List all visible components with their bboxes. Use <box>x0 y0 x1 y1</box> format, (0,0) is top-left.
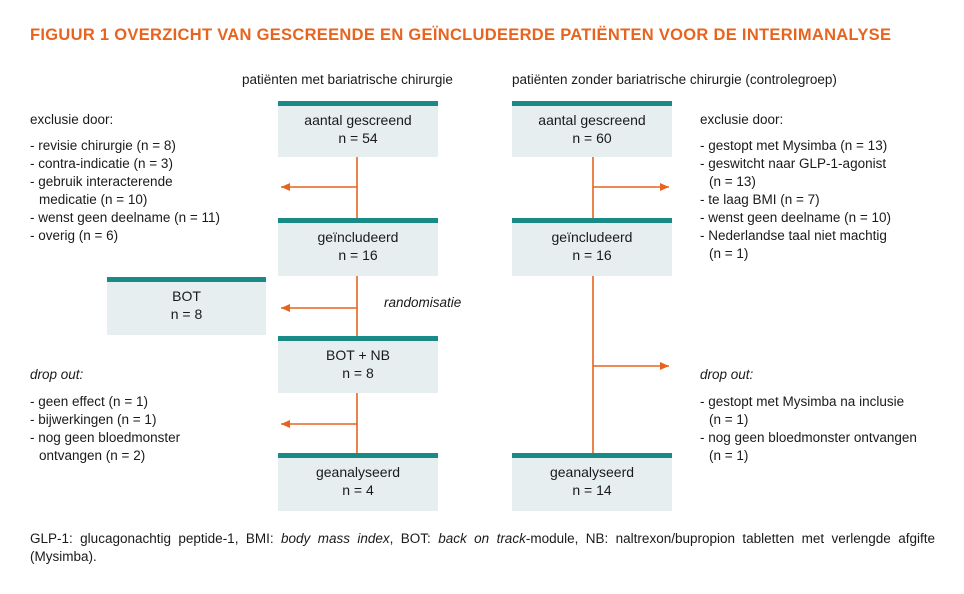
randomisation-label: randomisatie <box>384 295 462 310</box>
left-analysed-n: n = 4 <box>342 482 374 498</box>
right-exclusion-list <box>700 137 891 263</box>
left-included-n: n = 16 <box>338 247 378 263</box>
right-screened-label: aantal gescreend <box>538 112 646 128</box>
left-column-header: patiënten met bariatrische chirurgie <box>242 72 453 87</box>
list-item: - geen effect (n = 1) <box>30 393 180 411</box>
list-item: - Nederlandse taal niet machtig (n = 1) <box>700 227 891 263</box>
left-dropout-title: drop out: <box>30 367 84 382</box>
right-included-n: n = 16 <box>572 247 612 263</box>
left-dropout-list <box>30 393 180 465</box>
list-item: - gebruik interacterende medicatie (n = 10) <box>30 173 220 209</box>
right-analysed-n: n = 14 <box>572 482 612 498</box>
bot-nb-label: BOT + NB <box>326 347 390 363</box>
left-analysed-label: geanalyseerd <box>315 464 401 480</box>
figure-title: FIGUUR 1 OVERZICHT VAN GESCREENDE EN GEÏNCLUDEERDE PATIËNTEN VOOR DE INTERIMANALYSE <box>30 26 892 44</box>
right-included-label: geïncludeerd <box>551 229 633 245</box>
list-item: - nog geen bloedmonster ontvangen (n = 2) <box>30 429 180 465</box>
bot-nb-box <box>278 336 438 393</box>
left-analysed-box <box>278 453 438 511</box>
list-item: - wenst geen deelname (n = 10) <box>700 209 891 227</box>
left-screened-n: n = 54 <box>338 130 378 146</box>
left-screened-box <box>278 101 438 157</box>
list-item: - revisie chirurgie (n = 8) <box>30 137 220 155</box>
right-dropout-list <box>700 393 917 465</box>
right-screened-n: n = 60 <box>572 130 612 146</box>
list-item: - wenst geen deelname (n = 11) <box>30 209 220 227</box>
bot-nb-n: n = 8 <box>342 365 374 381</box>
list-item: - nog geen bloedmonster ontvangen (n = 1) <box>700 429 917 465</box>
right-exclusion-title: exclusie door: <box>700 112 784 127</box>
list-item: - contra-indicatie (n = 3) <box>30 155 220 173</box>
left-exclusion-list <box>30 137 220 245</box>
right-column-header: patiënten zonder bariatrische chirurgie (controlegroep) <box>512 72 837 87</box>
list-item: - bijwerkingen (n = 1) <box>30 411 180 429</box>
bot-n: n = 8 <box>170 306 203 322</box>
right-analysed-label: geanalyseerd <box>549 464 635 480</box>
bot-label: BOT <box>172 288 201 304</box>
list-item: - te laag BMI (n = 7) <box>700 191 891 209</box>
right-screened-box <box>512 101 672 157</box>
list-item: - geswitcht naar GLP-1-agonist (n = 13) <box>700 155 891 191</box>
footnote: GLP-1: glucagonachtig peptide-1, BMI: body mass index, BOT: back on track-module, NB: naltrexon/bupropion tabletten met verlengde afgifte (Mysimba). <box>30 531 935 564</box>
right-analysed-box <box>512 453 672 511</box>
right-dropout-title: drop out: <box>700 367 754 382</box>
list-item: - gestopt met Mysimba (n = 13) <box>700 137 891 155</box>
left-included-box <box>278 218 438 276</box>
list-item: - gestopt met Mysimba na inclusie (n = 1) <box>700 393 917 429</box>
list-item: - overig (n = 6) <box>30 227 220 245</box>
bot-box <box>107 277 266 335</box>
right-included-box <box>512 218 672 276</box>
left-screened-label: aantal gescreend <box>304 112 412 128</box>
left-included-label: geïncludeerd <box>317 229 399 245</box>
left-exclusion-title: exclusie door: <box>30 112 114 127</box>
